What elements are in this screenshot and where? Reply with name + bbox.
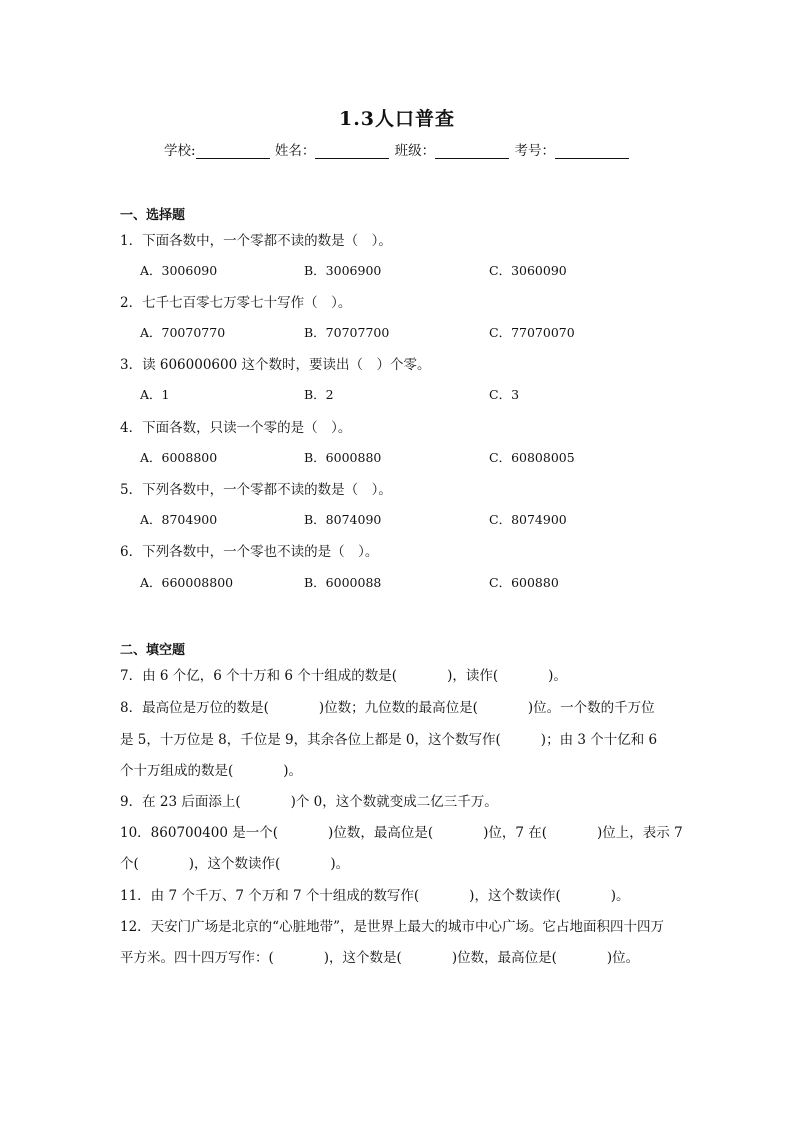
option-b[interactable]: B．2 bbox=[304, 387, 334, 402]
text-segment: )；由 3 个十亿和 6 bbox=[540, 732, 658, 748]
fill-line bbox=[120, 728, 680, 748]
text-segment: 7．由 6 个亿，6 个十万和 6 个十组成的数是( bbox=[120, 668, 398, 684]
option-c[interactable]: C．77070070 bbox=[489, 325, 575, 340]
option-a[interactable]: A．6008800 bbox=[140, 450, 218, 465]
option-c[interactable]: C．600880 bbox=[489, 575, 559, 590]
text-segment: )，这个数是( bbox=[323, 950, 402, 966]
fill-line bbox=[120, 759, 680, 779]
class-label: 班级： bbox=[394, 143, 436, 159]
text-segment: 个( bbox=[120, 856, 139, 872]
section-heading-choice: 一、选择题 bbox=[120, 208, 186, 223]
text-segment: )。 bbox=[610, 888, 630, 904]
text-segment: )，这个数读作( bbox=[469, 888, 561, 904]
exam-no-blank[interactable] bbox=[555, 144, 629, 159]
text-segment: 个十万组成的数是( bbox=[120, 763, 234, 779]
question-stem: 1．下面各数中，一个零都不读的数是（ ）。 bbox=[120, 233, 392, 249]
option-b[interactable]: B．6000880 bbox=[304, 450, 382, 465]
option-c[interactable]: C．60808005 bbox=[489, 450, 575, 465]
fill-line bbox=[120, 884, 680, 904]
name-blank[interactable] bbox=[315, 144, 389, 159]
text-segment: )位，7 在( bbox=[483, 825, 548, 841]
option-a[interactable]: A．3006090 bbox=[140, 263, 218, 278]
option-b[interactable]: B．3006900 bbox=[304, 263, 382, 278]
text-segment: )。 bbox=[548, 668, 567, 684]
text-segment: )位上，表示 7 bbox=[597, 825, 683, 841]
option-a[interactable]: A．660008800 bbox=[140, 575, 234, 590]
option-b[interactable]: B．6000088 bbox=[304, 575, 382, 590]
option-c[interactable]: C．3 bbox=[489, 387, 520, 402]
fill-line bbox=[120, 664, 680, 684]
text-segment: 8．最高位是万位的数是( bbox=[120, 700, 269, 716]
text-segment: )位数，最高位是( bbox=[328, 825, 434, 841]
fill-line bbox=[120, 696, 680, 716]
question-stem: 2．七千七百零七万零七十写作（ ）。 bbox=[120, 295, 352, 311]
fill-line bbox=[120, 821, 683, 841]
option-b[interactable]: B．70707700 bbox=[304, 325, 390, 340]
text-segment: )个 0，这个数就变成二亿三千万。 bbox=[290, 794, 498, 810]
option-c[interactable]: C．3060090 bbox=[489, 263, 567, 278]
option-a[interactable]: A．70070770 bbox=[140, 325, 226, 340]
school-blank[interactable] bbox=[196, 144, 270, 159]
text-segment: 平方米。四十四万写作：( bbox=[120, 950, 274, 966]
option-b[interactable]: B．8074090 bbox=[304, 512, 382, 527]
school-label: 学校: bbox=[164, 143, 196, 159]
question-stem: 5．下列各数中，一个零都不读的数是（ ）。 bbox=[120, 482, 392, 498]
question-stem: 6．下列各数中，一个零也不读的是（ ）。 bbox=[120, 544, 379, 560]
text-segment: )，这个数读作( bbox=[188, 856, 281, 872]
question-stem: 3．读 606000600 这个数时，要读出（ ）个零。 bbox=[120, 357, 431, 373]
fill-line bbox=[120, 915, 680, 935]
text-segment: )。 bbox=[330, 856, 350, 872]
text-segment: 是 5，十万位是 8，千位是 9，其余各位上都是 0，这个数写作( bbox=[120, 732, 501, 748]
text-segment: 11．由 7 个千万、7 个万和 7 个十组成的数写作( bbox=[120, 888, 420, 904]
fill-line bbox=[120, 790, 680, 810]
exam-no-label: 考号： bbox=[514, 143, 555, 159]
text-segment: 10．860700400 是一个( bbox=[120, 825, 279, 841]
text-segment: )位。 bbox=[606, 950, 640, 966]
question-stem: 4．下面各数，只读一个零的是（ ）。 bbox=[120, 420, 352, 436]
fill-line bbox=[120, 946, 680, 966]
text-segment: )位数，最高位是( bbox=[451, 950, 557, 966]
option-c[interactable]: C．8074900 bbox=[489, 512, 567, 527]
class-blank[interactable] bbox=[435, 144, 509, 159]
text-segment: )。 bbox=[283, 763, 303, 779]
name-label: 姓名： bbox=[274, 143, 316, 159]
fill-line bbox=[120, 852, 680, 872]
section-heading-fill: 二、填空题 bbox=[120, 643, 186, 658]
option-a[interactable]: A．1 bbox=[140, 387, 170, 402]
text-segment: )位。一个数的千万位 bbox=[527, 700, 655, 716]
page-title: 1.3人口普查 bbox=[338, 108, 456, 130]
text-segment: 12．天安门广场是北京的“心脏地带”，是世界上最大的城市中心广场。它占地面积四十四万 bbox=[120, 919, 664, 935]
student-info-row bbox=[0, 139, 794, 159]
text-segment: )，读作( bbox=[447, 668, 499, 684]
text-segment: 9．在 23 后面添上( bbox=[120, 794, 241, 810]
option-a[interactable]: A．8704900 bbox=[140, 512, 218, 527]
text-segment: )位数；九位数的最高位是( bbox=[318, 700, 478, 716]
